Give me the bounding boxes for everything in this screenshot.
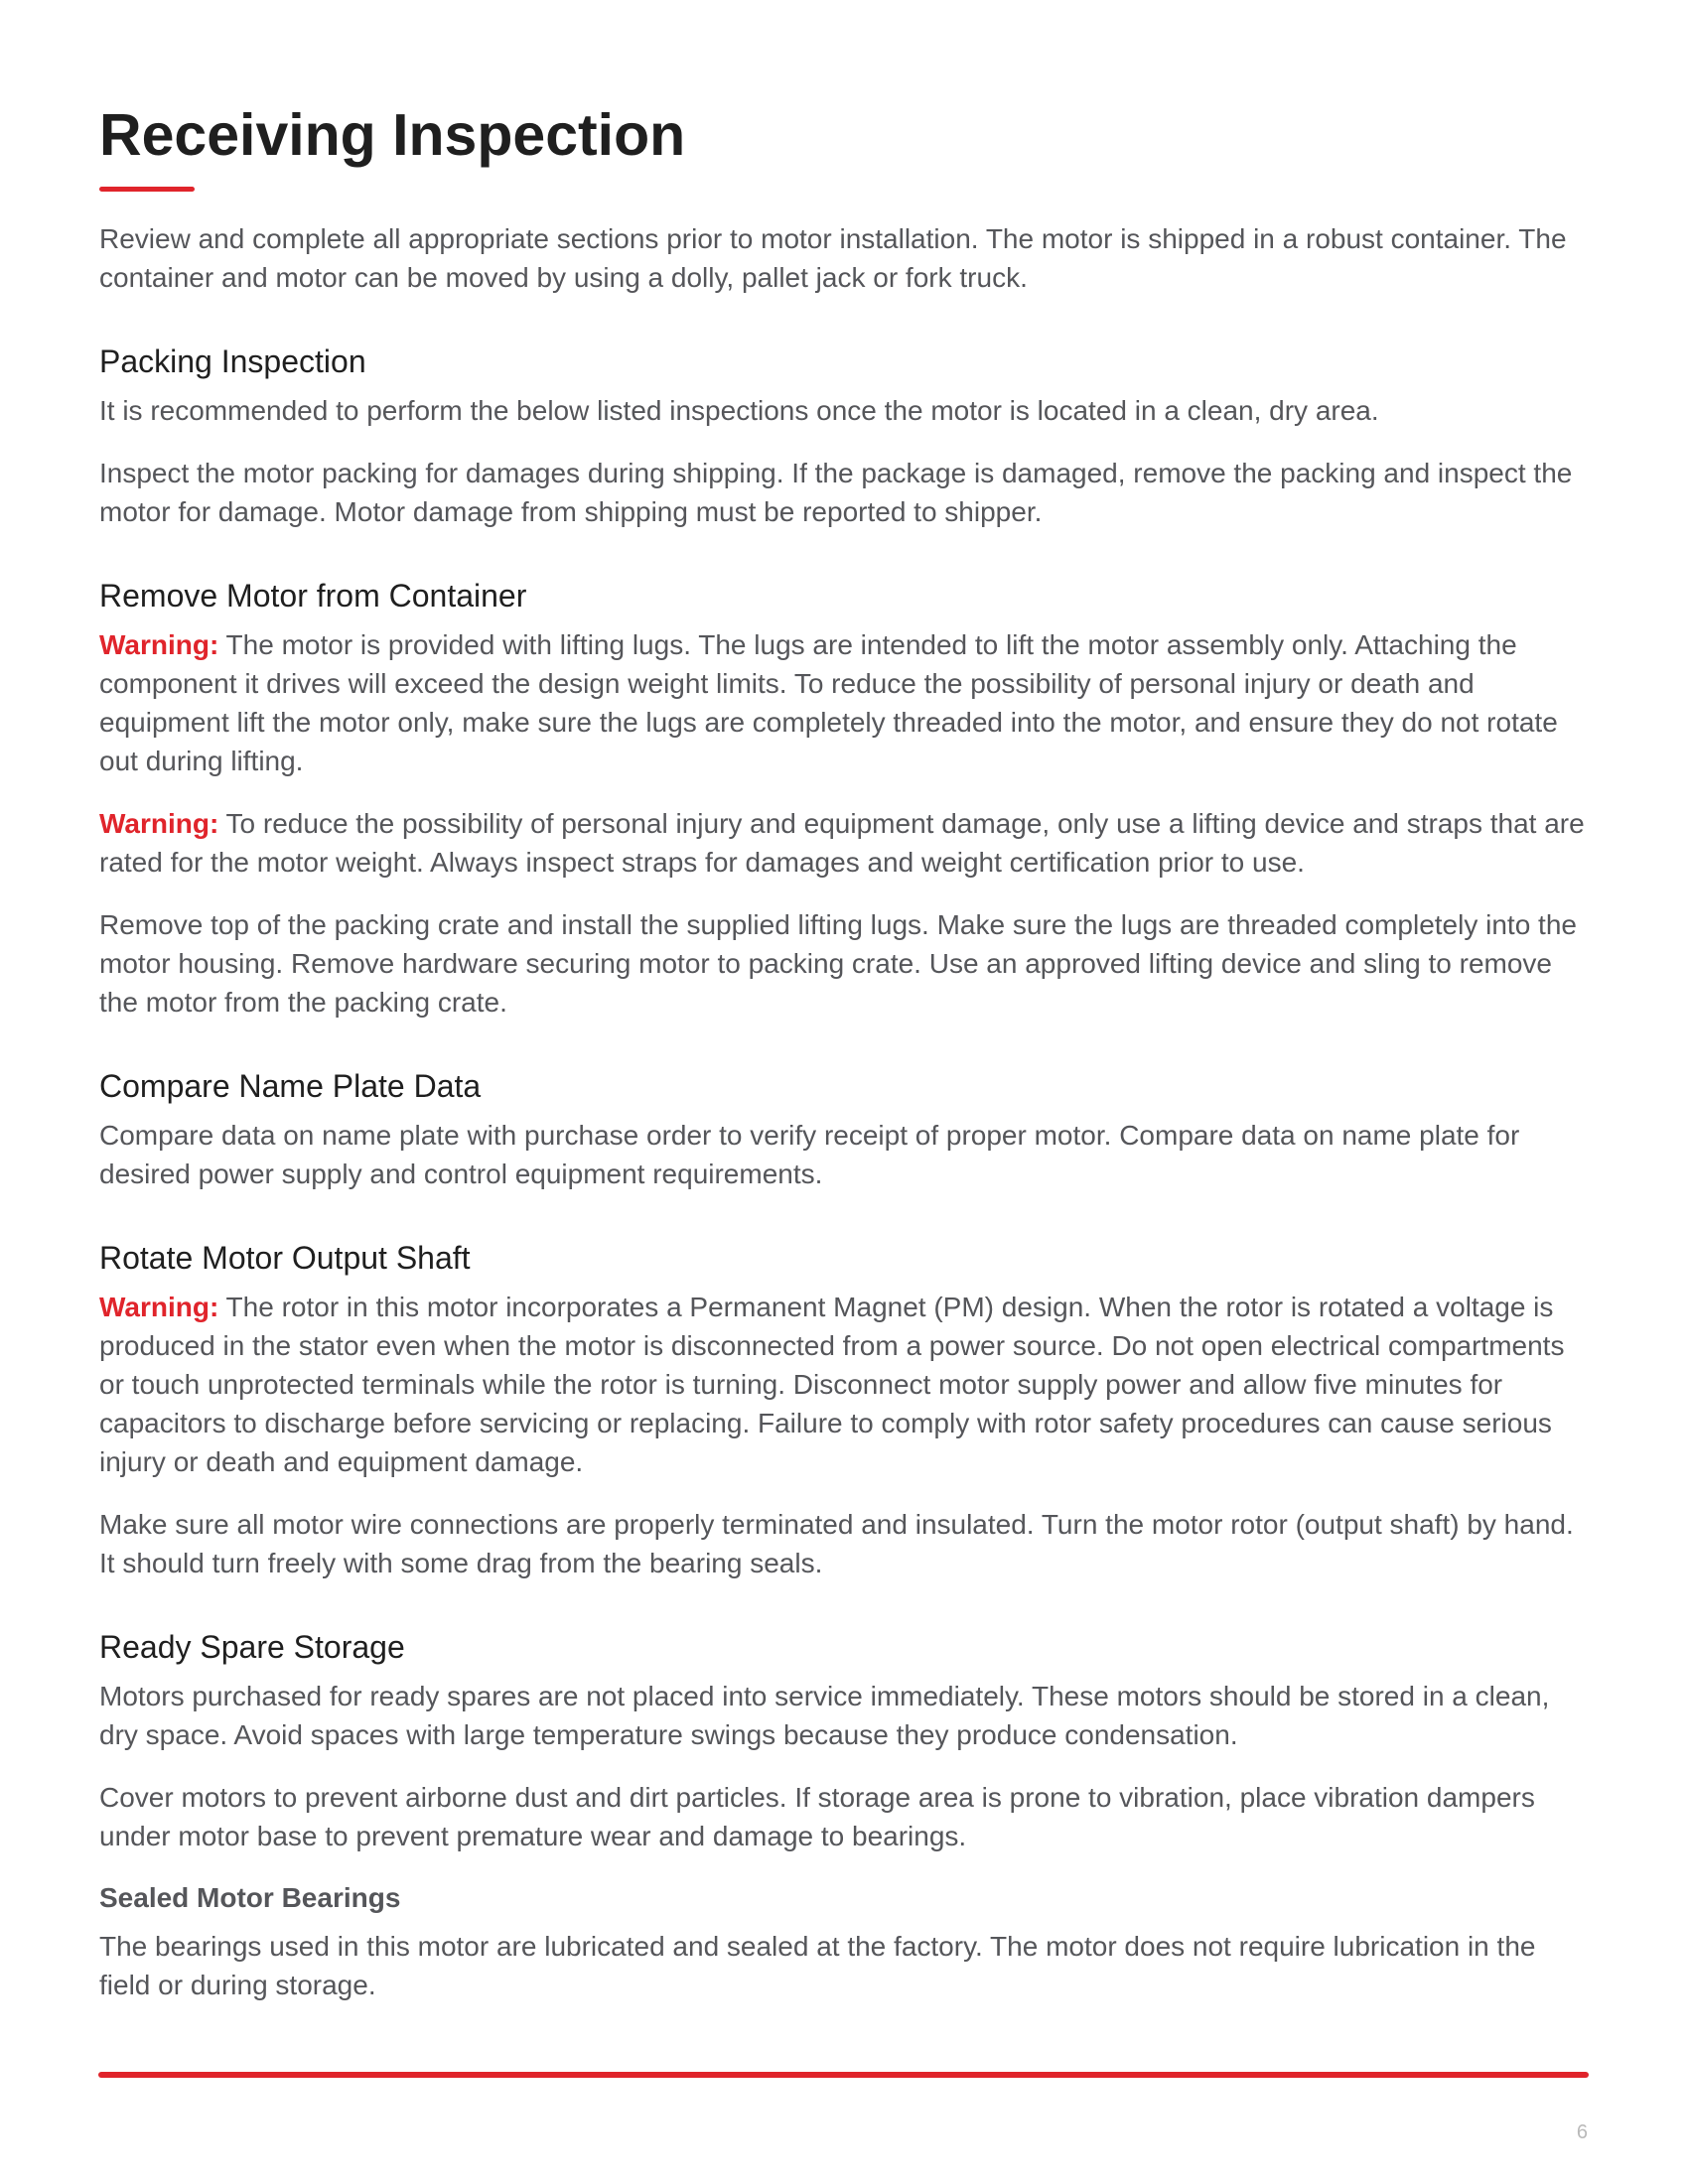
footer-divider (98, 2072, 1589, 2078)
warning-label: Warning: (99, 629, 219, 660)
storage-paragraph-1: Motors purchased for ready spares are not placed into service immediately. These motors should be stored in a clean, dry space. Avoid spaces with large temperature swings because they produce condensation. (99, 1681, 1550, 1750)
warning-text: The motor is provided with lifting lugs. The lugs are intended to lift the motor assembly only. Attaching the component it drives will exceed the design weight limits. To reduce the possibility of personal injury or death and equipment lift the motor only, make sure the lugs are completely threaded into the motor, and ensure they do not rotate out during lifting. (99, 629, 1558, 776)
rotate-warning (99, 1288, 1589, 1481)
warning-label: Warning: (99, 808, 219, 839)
page-number: 6 (1576, 2121, 1588, 2143)
name-plate-paragraph: Compare data on name plate with purchase order to verify receipt of proper motor. Compare data on name plate for desired power supply and control equipment requirements. (99, 1120, 1520, 1189)
page-title: Receiving Inspection (99, 102, 686, 168)
spare-storage-heading: Ready Spare Storage (99, 1629, 405, 1665)
rotate-shaft-heading: Rotate Motor Output Shaft (99, 1240, 471, 1276)
packing-paragraph-2: Inspect the motor packing for damages during shipping. If the package is damaged, remove the packing and inspect the motor for damage. Motor damage from shipping must be reported to shipper. (99, 458, 1573, 527)
remove-warning-1 (99, 625, 1589, 780)
packing-paragraph-1: It is recommended to perform the below listed inspections once the motor is located in a clean, dry area. (99, 395, 1379, 426)
title-underline (99, 187, 195, 192)
storage-paragraph-2: Cover motors to prevent airborne dust and dirt particles. If storage area is prone to vibration, place vibration dampers under motor base to prevent premature wear and damage to bearings. (99, 1782, 1535, 1851)
packing-inspection-heading: Packing Inspection (99, 343, 366, 379)
intro-paragraph: Review and complete all appropriate sections prior to motor installation. The motor is shipped in a robust container. The container and motor can be moved by using a dolly, pallet jack or fork truck. (99, 223, 1567, 293)
name-plate-heading: Compare Name Plate Data (99, 1068, 482, 1104)
warning-text: The rotor in this motor incorporates a Permanent Magnet (PM) design. When the rotor is rotated a voltage is produced in the stator even when the motor is disconnected from a power source. Do not open electrical compartments or touch unprotected terminals while the rotor is turning. Disconnect motor supply power and allow five minutes for capacitors to discharge before servicing or replacing. Failure to comply with rotor safety procedures can cause serious injury or death and equipment damage. (99, 1292, 1565, 1477)
sealed-bearings-heading: Sealed Motor Bearings (99, 1882, 401, 1913)
remove-motor-heading: Remove Motor from Container (99, 578, 527, 614)
warning-label: Warning: (99, 1292, 219, 1322)
rotate-paragraph-2: Make sure all motor wire connections are properly terminated and insulated. Turn the motor rotor (output shaft) by hand. It should turn freely with some drag from the bearing seals. (99, 1509, 1574, 1578)
bearings-paragraph: The bearings used in this motor are lubricated and sealed at the factory. The motor does not require lubrication in the field or during storage. (99, 1931, 1536, 2000)
document-page (99, 95, 1589, 2028)
warning-text: To reduce the possibility of personal injury and equipment damage, only use a lifting device and straps that are rated for the motor weight. Always inspect straps for damages and weight certification prior to use. (99, 808, 1585, 878)
remove-paragraph-3: Remove top of the packing crate and install the supplied lifting lugs. Make sure the lugs are threaded completely into the motor housing. Remove hardware securing motor to packing crate. Use an approved lifting device and sling to remove the motor from the packing crate. (99, 909, 1577, 1018)
remove-warning-2 (99, 804, 1589, 882)
